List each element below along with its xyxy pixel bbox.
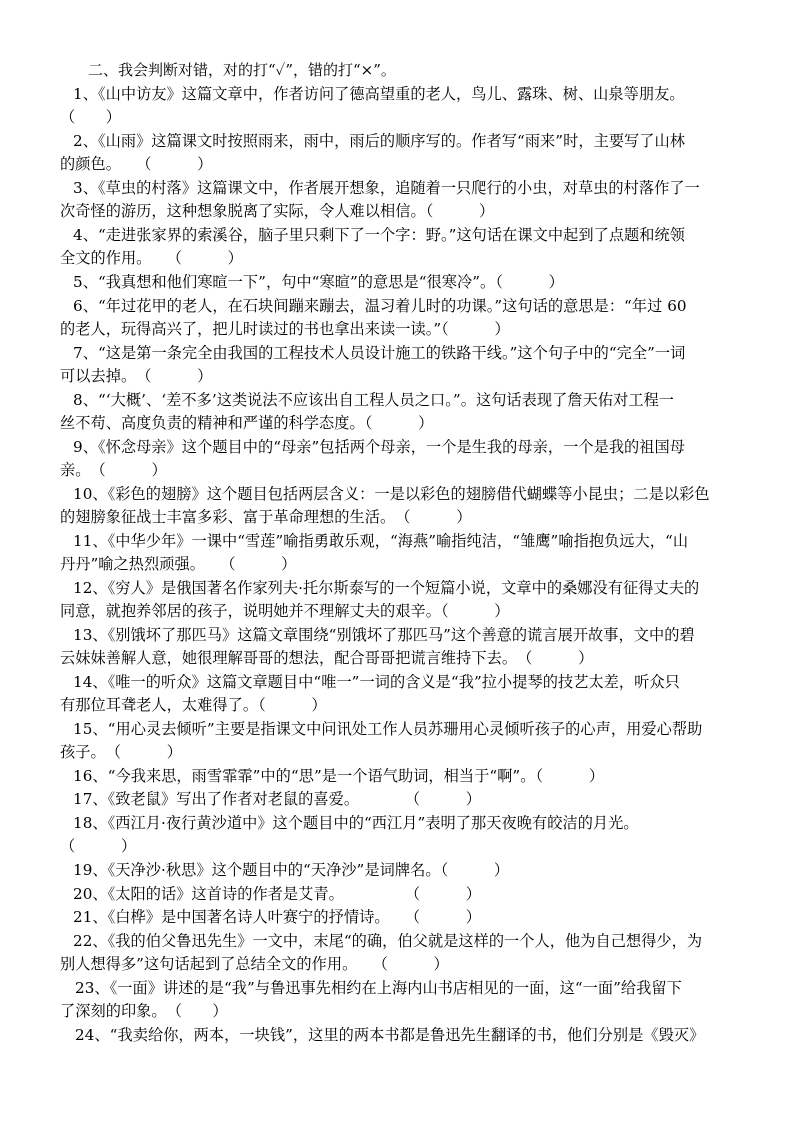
q9-line-2[interactable]: 亲。 （ ） (60, 461, 167, 479)
q6-line-1: 6、“年过花甲的老人，在石块间蹦来蹦去，温习着儿时的功课。”这句话的意思是：“年过 60 (73, 297, 687, 315)
q23-line-1: 23、《一面》讲述的是“我”与鲁迅事先相约在上海内山书店相见的一面，这“一面”给我留下 (75, 979, 682, 997)
q9-line-1: 9、《怀念母亲》这个题目中的“母亲”包括两个母亲，一个是生我的母亲，一个是我的祖国母 (73, 438, 686, 456)
q11-line-1: 11、《中华少年》一课中“雪莲”喻指勇敢乐观，“海燕”喻指纯洁，“雏鹰”喻指抱负远大，“山 (73, 532, 689, 550)
q23-line-2[interactable]: 了深刻的印象。 （ ） (60, 1002, 228, 1020)
q12-line-2[interactable]: 同意，就抱养邻居的孩子，说明她并不理解丈夫的艰辛。（ ） (60, 602, 510, 620)
q13-line-1: 13、《别饿坏了那匹马》这篇文章围绕“别饿坏了那匹马”这个善意的谎言展开故事，文中的碧 (73, 626, 695, 644)
q2-line-1: 2、《山雨》这篇课文时按照雨来，雨中，雨后的顺序写的。作者写“雨来”时，主要写了山林 (73, 132, 686, 150)
q14-line-1: 14、《唯一的听众》这篇文章题目中“唯一”一词的含义是“我”拉小提琴的技艺太差，听众只 (73, 673, 680, 691)
q2-line-2[interactable]: 的颜色。 （ ） (60, 155, 213, 173)
section-title: 二、我会判断对错，对的打“✓”，错的打“×”。 (88, 61, 396, 79)
q1-line-1: 1、《山中访友》这篇文章中，作者访问了德高望重的老人，鸟儿、露珠、树、山泉等朋友。 (73, 85, 685, 103)
q21-line-1[interactable]: 21、《白桦》是中国著名诗人叶赛宁的抒情诗。 （ ） (73, 908, 482, 926)
q19-line-1[interactable]: 19、《天净沙·秋思》这个题目中的“天净沙”是词牌名。（ ） (73, 861, 510, 879)
q8-line-2[interactable]: 丝不苟、高度负责的精神和严谨的科学态度。（ ） (60, 414, 434, 432)
q10-line-2[interactable]: 的翅膀象征战士丰富多彩、富于革命理想的生活。 （ ） (60, 508, 472, 526)
q7-line-2[interactable]: 可以去掉。 （ ） (60, 367, 213, 385)
q6-line-2[interactable]: 的老人，玩得高兴了，把儿时读过的书也拿出来读一读。”（ ） (60, 320, 510, 338)
q12-line-1: 12、《穷人》是俄国著名作家列夫·托尔斯泰写的一个短篇小说，文章中的桑娜没有征得丈夫的 (73, 579, 700, 597)
q15-line-1: 15、“用心灵去倾听”主要是指课文中问讯处工作人员苏珊用心灵倾听孩子的心声，用爱心帮助 (73, 720, 703, 738)
q3-line-2[interactable]: 次奇怪的游历，这种想象脱离了实际，令人难以相信。（ ） (60, 202, 495, 220)
q3-line-1: 3、《草虫的村落》这篇课文中，作者展开想象，追随着一只爬行的小虫，对草虫的村落作了一 (73, 179, 700, 197)
q18-line-1: 18、《西江月·夜行黄沙道中》这个题目中的“西江月”表明了那天夜晚有皎洁的月光。 (73, 814, 639, 832)
q8-line-1: 8、“‘大概’、‘差不多’这类说法不应该出自工程人员之口。”。这句话表现了詹天佑对工程一 (73, 391, 675, 409)
q10-line-1: 10、《彩色的翅膀》这个题目包括两层含义：一是以彩色的翅膀借代蝴蝶等小昆虫；二是以彩色 (73, 485, 710, 503)
q5-line-1[interactable]: 5、“我真想和他们寒暄一下”，句中“寒暄”的意思是“很寒冷”。（ ） (73, 273, 564, 291)
q16-line-1[interactable]: 16、“今我来思，雨雪霏霏”中的“思”是一个语气助词，相当于“啊”。（ ） (73, 767, 605, 785)
q24-line-1: 24、“我卖给你，两本，一块钱”，这里的两本书都是鲁迅先生翻译的书，他们分别是《毁灭》 (75, 1026, 705, 1044)
q1-answer-blank[interactable]: （ ） (60, 108, 121, 126)
q14-line-2[interactable]: 有那位耳聋老人，太难得了。（ ） (60, 696, 327, 714)
q17-line-1[interactable]: 17、《致老鼠》写出了作者对老鼠的喜爱。 （ ） (73, 790, 482, 808)
q11-line-2[interactable]: 丹丹”喻之热烈顽强。 （ ） (60, 555, 297, 573)
q15-line-2[interactable]: 孩子。 （ ） (60, 743, 182, 761)
q20-line-1[interactable]: 20、《太阳的话》这首诗的作者是艾青。 （ ） (73, 885, 482, 903)
q22-line-1: 22、《我的伯父鲁迅先生》一文中，末尾“的确，伯父就是这样的一个人，他为自己想得少，为 (73, 932, 703, 950)
q7-line-1: 7、“这是第一条完全由我国的工程技术人员设计施工的铁路干线。”这个句子中的“完全”一词 (73, 344, 686, 362)
q4-line-2[interactable]: 全文的作用。 （ ） (60, 249, 243, 267)
q13-line-2[interactable]: 云妹妹善解人意，她很理解哥哥的想法，配合哥哥把谎言维持下去。 （ ） (60, 649, 594, 667)
q18-answer-blank[interactable]: （ ） (60, 837, 137, 855)
q4-line-1: 4、“走进张家界的索溪谷，脑子里只剩下了一个字：野。”这句话在课文中起到了点题和统领 (73, 226, 686, 244)
q22-line-2[interactable]: 别人想得多”这句话起到了总结全文的作用。 （ ） (60, 955, 449, 973)
